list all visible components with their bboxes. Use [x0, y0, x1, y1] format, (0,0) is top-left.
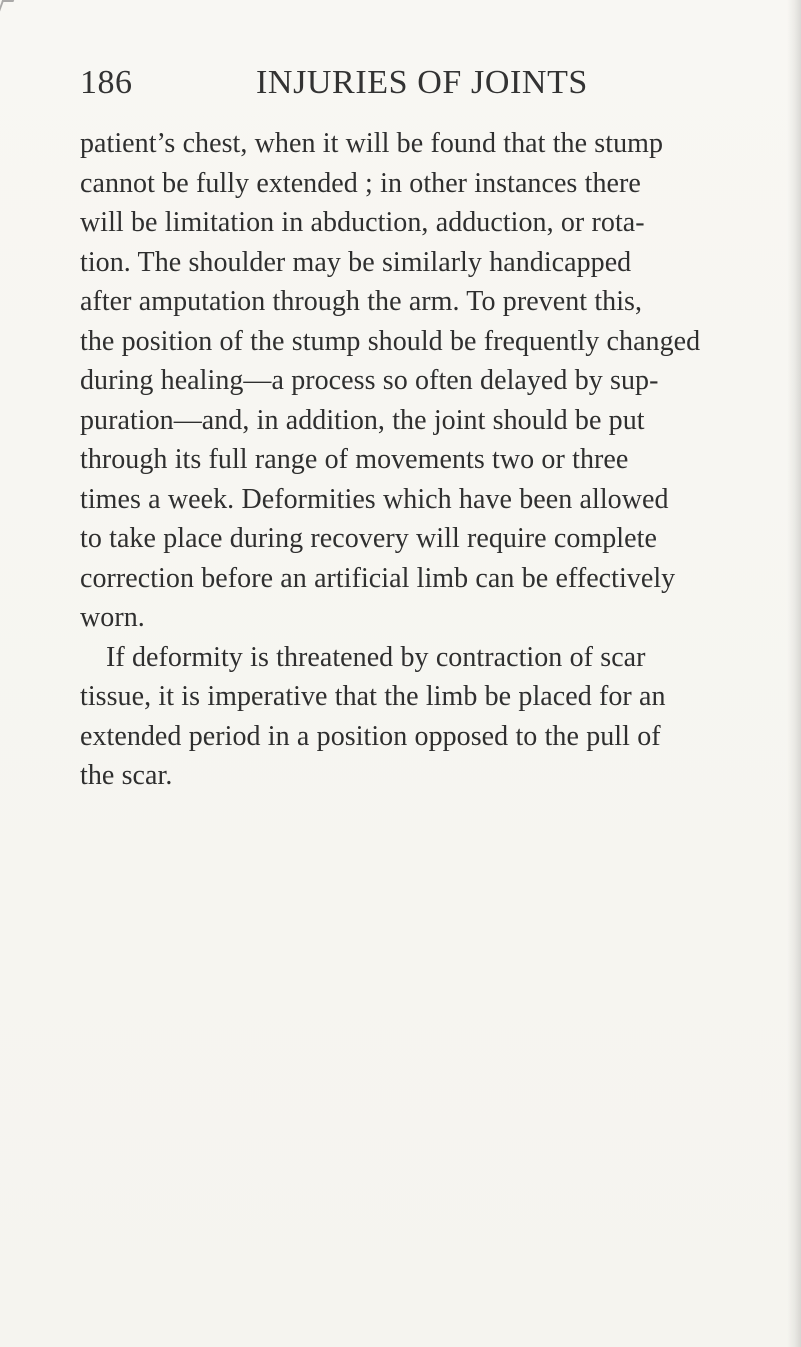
page-number: 186 [80, 64, 133, 101]
text-line: times a week. Deformities which have been allowed [80, 483, 669, 515]
body-text [80, 124, 770, 796]
text-line: correction before an artificial limb can be effectively [80, 562, 676, 594]
text-line: tissue, it is imperative that the limb be placed for an [80, 681, 666, 712]
text-line: worn. [80, 602, 145, 633]
running-head [80, 64, 720, 110]
text-line: after amputation through the arm. To prevent this, [80, 286, 643, 317]
text-line: tion. The shoulder may be similarly handicapped [80, 246, 632, 278]
page-edge-shadow [787, 0, 801, 1347]
text-line: to take place during recovery will require complete [80, 523, 657, 554]
text-line: will be limitation in abduction, adduction, or rota- [80, 207, 645, 238]
text-line: during healing—a process so often delayed by sup- [80, 365, 659, 396]
text-line: the scar. [80, 760, 173, 791]
text-line: patient’s chest, when it will be found that the stump [80, 128, 664, 159]
text-line: the position of the stump should be frequently changed [80, 325, 701, 357]
corner-mark [0, 0, 14, 12]
text-line: cannot be fully extended ; in other instances there [80, 167, 641, 199]
page-title: INJURIES OF JOINTS [256, 64, 588, 101]
paragraph-start-line: If deformity is threatened by contraction of scar [106, 641, 646, 673]
text-line: through its full range of movements two or three [80, 444, 629, 475]
text-line: puration—and, in addition, the joint should be put [80, 404, 645, 436]
text-line: extended period in a position opposed to the pull of [80, 720, 661, 752]
